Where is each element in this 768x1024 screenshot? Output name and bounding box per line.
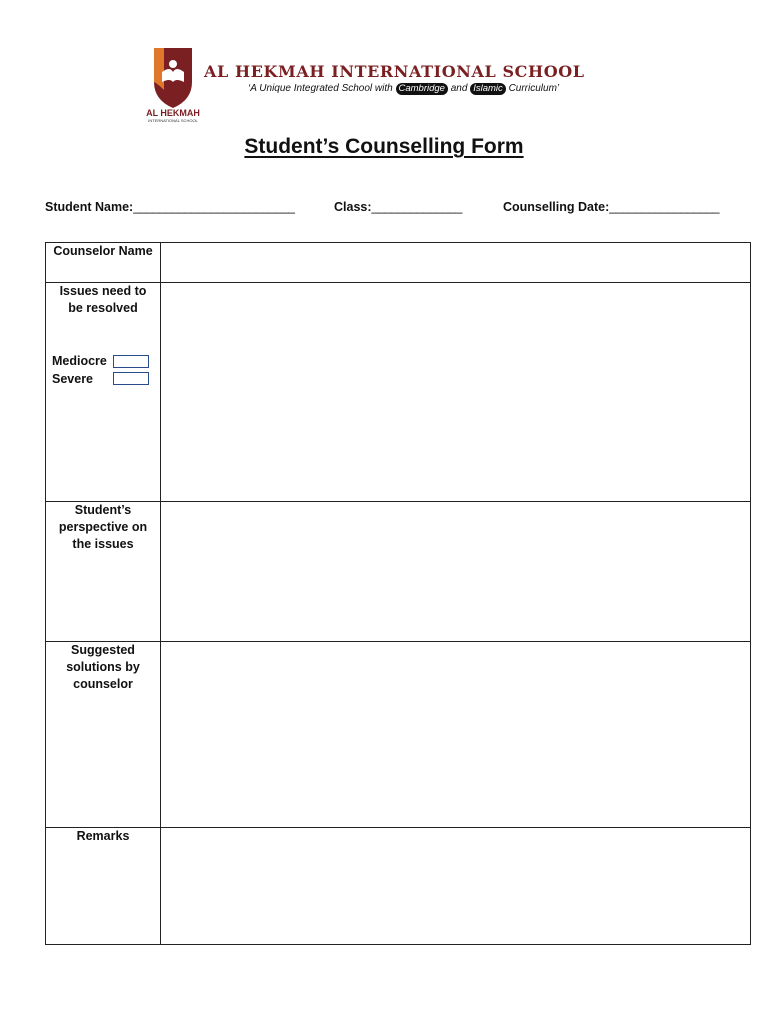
row-issues — [46, 283, 751, 502]
date-blank[interactable]: _________________ — [609, 200, 719, 214]
issues-label: Issues need to be resolved — [59, 284, 147, 315]
row-remarks — [46, 828, 751, 945]
perspective-label-cell — [46, 502, 161, 642]
solutions-label-cell — [46, 642, 161, 828]
school-header — [140, 42, 660, 124]
student-name-field[interactable] — [45, 200, 295, 214]
student-name-blank[interactable]: _________________________ — [133, 200, 295, 214]
row-perspective — [46, 502, 751, 642]
tagline-pill-islamic: Islamic — [470, 83, 506, 95]
date-label: Counselling Date: — [503, 200, 610, 214]
tagline-pill-cambridge: Cambridge — [396, 83, 448, 95]
row-counselor — [46, 243, 751, 283]
solutions-label: Suggested solutions by counselor — [66, 643, 140, 691]
row-solutions — [46, 642, 751, 828]
class-blank[interactable]: ______________ — [371, 200, 462, 214]
severity-severe-label: Severe — [52, 372, 94, 386]
perspective-label: Student’s perspective on the issues — [58, 503, 148, 551]
remarks-label-cell — [46, 828, 161, 945]
tagline — [248, 83, 559, 95]
remarks-input-cell[interactable] — [161, 828, 751, 945]
student-name-label: Student Name: — [45, 200, 134, 214]
school-crest-logo — [140, 42, 206, 124]
school-name: AL HEKMAH INTERNATIONAL SCHOOL — [204, 62, 585, 81]
counselor-label-cell — [46, 243, 161, 283]
logo-subtext: INTERNATIONAL SCHOOL — [148, 118, 198, 123]
issues-input-cell[interactable] — [161, 283, 751, 502]
logo-text: AL HEKMAH — [146, 108, 200, 118]
class-label: Class: — [334, 200, 372, 214]
counselling-date-field[interactable] — [503, 200, 719, 214]
remarks-label: Remarks — [76, 829, 130, 843]
solutions-input-cell[interactable] — [161, 642, 751, 828]
severity-mediocre-label: Mediocre — [52, 354, 107, 368]
tagline-prefix: ‘A Unique Integrated School with — [248, 83, 393, 94]
tagline-and: and — [450, 83, 468, 94]
tagline-suffix: Curriculum’ — [508, 83, 560, 94]
perspective-input-cell[interactable] — [161, 502, 751, 642]
class-field[interactable] — [334, 200, 462, 214]
counselor-label: Counselor Name — [53, 244, 153, 258]
counselling-form-table — [45, 242, 751, 945]
issues-label-cell — [46, 283, 161, 502]
severe-checkbox[interactable] — [113, 372, 149, 385]
counselor-input-cell[interactable] — [161, 243, 751, 283]
mediocre-checkbox[interactable] — [113, 355, 149, 368]
page-title: Student’s Counselling Form — [244, 135, 524, 158]
